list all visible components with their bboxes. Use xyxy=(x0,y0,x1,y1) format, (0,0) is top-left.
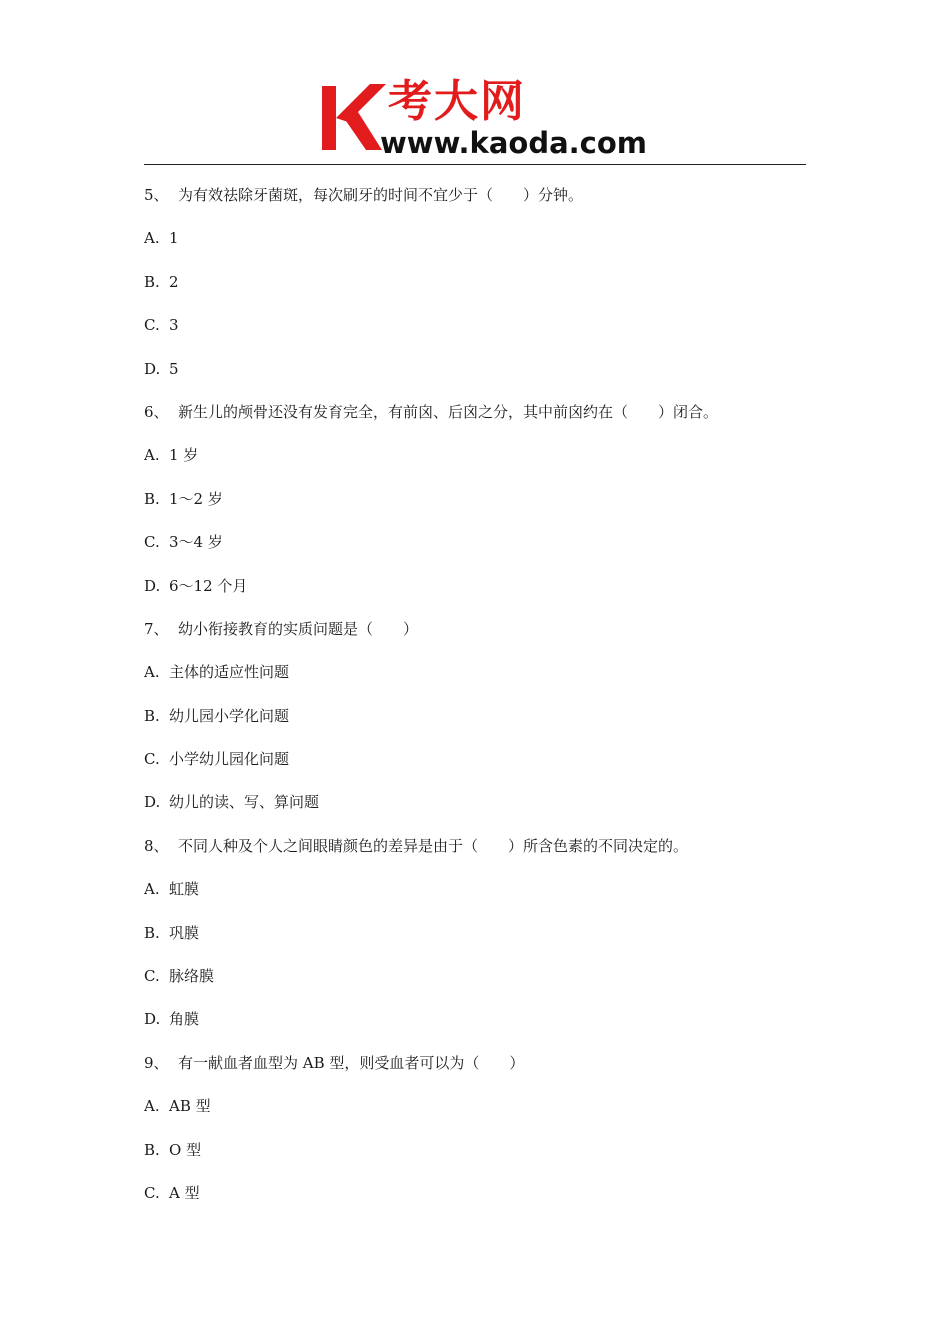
option-letter: B. xyxy=(144,272,160,291)
option-5a xyxy=(144,220,806,263)
option-7c xyxy=(144,741,806,784)
page-header xyxy=(0,0,950,170)
option-letter: A. xyxy=(144,446,160,465)
option-8d xyxy=(144,1001,806,1044)
option-5b xyxy=(144,264,806,307)
logo-title: 考大网 xyxy=(388,76,526,127)
question-text: 有一献血者血型为 AB 型，则受血者可以为（ ） xyxy=(178,1053,525,1072)
option-letter: A. xyxy=(144,1097,160,1116)
kaoda-logo xyxy=(318,76,647,160)
option-6d xyxy=(144,568,806,611)
option-9a xyxy=(144,1088,806,1131)
question-6 xyxy=(144,394,806,437)
option-text: 主体的适应性问题 xyxy=(169,663,290,682)
option-text: 脉络膜 xyxy=(169,967,215,986)
option-text: 1 xyxy=(169,229,179,248)
option-text: 6～12 个月 xyxy=(169,576,248,595)
option-9b xyxy=(144,1132,806,1175)
option-text: 1 岁 xyxy=(169,446,199,465)
option-letter: B. xyxy=(144,706,160,725)
question-number: 8、 xyxy=(144,836,169,855)
question-number: 9、 xyxy=(144,1053,169,1072)
question-text: 不同人种及个人之间眼睛颜色的差异是由于（ ）所含色素的不同决定的。 xyxy=(178,836,689,855)
option-text: 1～2 岁 xyxy=(169,489,223,508)
option-6b xyxy=(144,481,806,524)
option-8a xyxy=(144,871,806,914)
option-letter: C. xyxy=(144,316,160,335)
option-letter: B. xyxy=(144,489,160,508)
question-list xyxy=(144,177,806,1218)
option-letter: C. xyxy=(144,533,160,552)
option-text: 3～4 岁 xyxy=(169,533,223,552)
question-5 xyxy=(144,177,806,220)
option-text: 3 xyxy=(169,316,179,335)
logo-k-mark-icon xyxy=(318,78,388,152)
option-text: 虹膜 xyxy=(169,880,200,899)
option-letter: C. xyxy=(144,967,160,986)
option-letter: D. xyxy=(144,793,161,812)
option-text: A 型 xyxy=(169,1183,200,1202)
option-5d xyxy=(144,351,806,394)
question-text: 幼小衔接教育的实质问题是（ ） xyxy=(178,619,419,638)
option-text: 小学幼儿园化问题 xyxy=(169,750,290,769)
option-8c xyxy=(144,958,806,1001)
option-text: 巩膜 xyxy=(169,923,200,942)
option-7d xyxy=(144,784,806,827)
question-8 xyxy=(144,828,806,871)
logo-url: www.kaoda.com xyxy=(380,126,647,160)
option-letter: C. xyxy=(144,1183,160,1202)
option-7a xyxy=(144,654,806,697)
option-text: 幼儿园小学化问题 xyxy=(169,706,290,725)
option-5c xyxy=(144,307,806,350)
option-letter: B. xyxy=(144,1140,160,1159)
option-text: 角膜 xyxy=(169,1010,200,1029)
option-6c xyxy=(144,524,806,567)
option-text: 5 xyxy=(169,359,179,378)
question-text: 为有效祛除牙菌斑，每次刷牙的时间不宜少于（ ）分钟。 xyxy=(178,186,584,204)
option-text: AB 型 xyxy=(169,1097,211,1116)
option-letter: B. xyxy=(144,923,160,942)
option-letter: D. xyxy=(144,576,161,595)
option-6a xyxy=(144,437,806,480)
option-text: 2 xyxy=(169,272,179,291)
option-letter: D. xyxy=(144,359,161,378)
option-text: O 型 xyxy=(169,1140,202,1159)
option-text: 幼儿的读、写、算问题 xyxy=(169,793,320,812)
question-text: 新生儿的颅骨还没有发育完全，有前囟、后囟之分，其中前囟约在（ ）闭合。 xyxy=(178,402,719,421)
option-letter: A. xyxy=(144,880,160,899)
question-9 xyxy=(144,1045,806,1088)
question-7 xyxy=(144,611,806,654)
option-8b xyxy=(144,915,806,958)
question-number: 7、 xyxy=(144,619,169,638)
option-letter: C. xyxy=(144,750,160,769)
header-divider xyxy=(144,164,806,165)
question-number: 6、 xyxy=(144,402,169,421)
question-number: 5、 xyxy=(144,186,169,204)
option-9c xyxy=(144,1175,806,1218)
option-letter: D. xyxy=(144,1010,161,1029)
option-letter: A. xyxy=(144,663,160,682)
option-letter: A. xyxy=(144,229,160,248)
option-7b xyxy=(144,698,806,741)
